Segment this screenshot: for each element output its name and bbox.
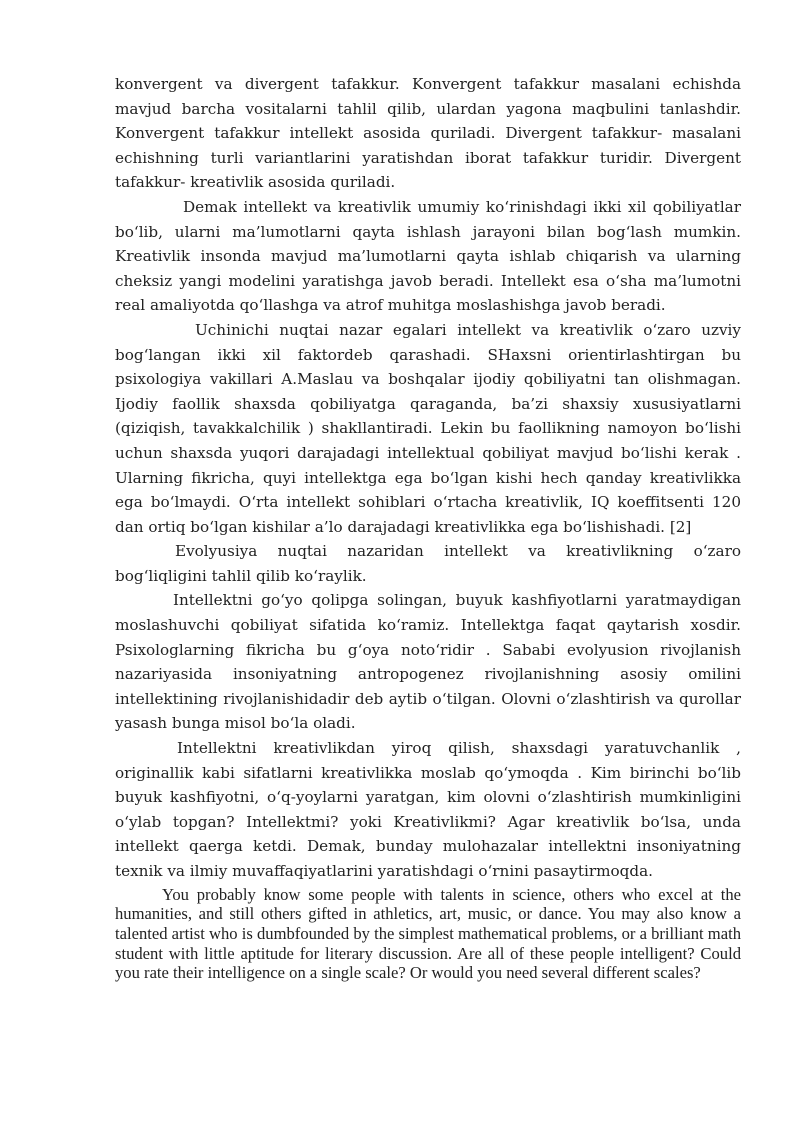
- paragraph-intellect-adaptive: Intellektni go‘yo qolipga solingan, buyuk kashfiyotlarni yaratmaydigan moslashuvchi qobiliyat sifatida ko‘ramiz. Intellektga faqat qaytarish xosdir. Psixologlarning fikricha bu g‘oya noto‘ridir . Sababi evolyusion rivojlanish nazariyasida insoniyatning antropogenez rivojlanishning asosiy omilini intellektining rivojlanishidadir deb aytib o‘tilgan. Olovni o‘zlashtirish va qurollar yasash bunga misol bo‘la oladi.: [115, 591, 741, 733]
- paragraph-english-talents: You probably know some people with talents in science, others who excel at the humanities, and still others gifted in athletics, art, music, or dance. You may also know a talented artist who is dumbfounded by the simplest mathematical problems, or a brilliant math student with little aptitude for literary discussion. Are all of these people intelligent? Could you rate their intelligence on a single scale? Or would you need several different scales?: [115, 884, 741, 983]
- paragraph-intellect-creativity-abilities: Demak intellekt va kreativlik umumiy ko‘rinishdagi ikki xil qobiliyatlar bo‘lib, ularni ma’lumotlarni qayta ishlash jarayoni bilan bog‘lash mumkin. Kreativlik insonda mavjud ma’lumotlarni qayta ishlab chiqarish va ularning cheksiz yangi modelini yaratishga javob beradi. Intellekt esa o‘sha ma’lumotni real amaliyotda qo‘llashga va atrof muhitga moslashishga javob beradi.: [115, 197, 741, 315]
- paragraph-third-viewpoint: Uchinichi nuqtai nazar egalari intellekt va kreativlik o‘zaro uzviy bog‘langan ikki xil faktordeb qarashadi. SHaxsni orientirlashtirgan bu psixologiya vakillari A.Maslau va boshqalar ijodiy qobiliyatni tan olishmagan. Ijodiy faollik shaxsda qobiliyatga qaraganda, ba’zi shaxsiy xususiyatlarni (qiziqish, tavakkalchilik ) shakllantiradi. Lekin bu faollikning namoyon bo‘lishi uchun shaxsda yuqori darajadagi intellektual qobiliyat mavjud bo‘lishi kerak . Ularning fikricha, quyi intellektga ega bo‘lgan kishi hech qanday kreativlikka ega bo‘lmaydi. O‘rta intellekt sohiblari o‘rtacha kreativlik, IQ koeffitsenti 120 dan ortiq bo‘lgan kishilar a’lo darajadagi kreativlikka ega bo‘lishishadi. [2]: [115, 320, 741, 536]
- paragraph-intellect-vs-creativity: Intellektni kreativlikdan yiroq qilish, shaxsdagi yaratuvchanlik , originallik kabi sifatlarni kreativlikka moslab qo‘ymoqda . Kim birinchi bo‘lib buyuk kashfiyotni, o‘q-yoylarni yaratgan, kim olovni o‘zlashtirish mumkinligini o‘ylab topgan? Intellektmi? yoki Kreativlikmi? Agar kreativlik bo‘lsa, unda intellekt qaerga ketdi. Demak, bunday mulohazalar intellektni insoniyatning texnik va ilmiy muvaffaqiyatlarini yaratishdagi o‘rnini pasaytirmoqda.: [115, 739, 741, 880]
- paragraph-evolution-intro: Evolyusiya nuqtai nazaridan intellekt va kreativlikning o‘zaro bog‘liqligini tahlil qilib ko‘raylik.: [115, 542, 741, 585]
- paragraph-convergent-divergent: konvergent va divergent tafakkur. Konvergent tafakkur masalani echishda mavjud barcha vositalarni tahlil qilib, ulardan yagona maqbulini tanlashdir. Konvergent tafakkur intellekt asosida quriladi. Divergent tafakkur- masalani echishning turli variantlarini yaratishdan iborat tafakkur turidir. Divergent tafakkur- kreativlik asosida quriladi.: [115, 75, 741, 192]
- document-page: [115, 72, 741, 983]
